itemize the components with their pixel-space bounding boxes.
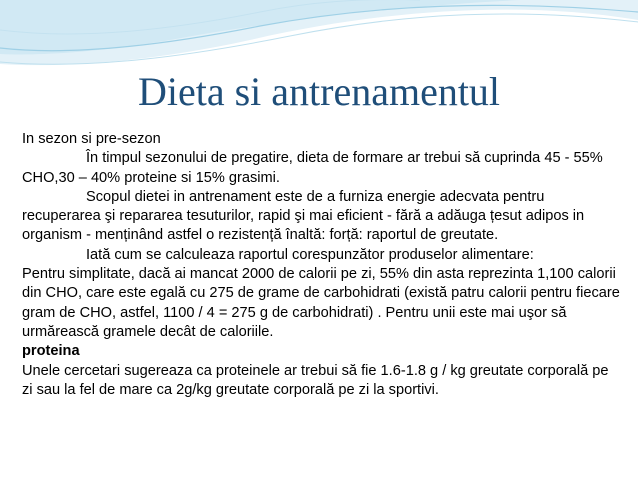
paragraph-calculation-intro: Iată cum se calculeaza raportul corespunzător produselor alimentare: [86, 246, 534, 263]
slide-body [22, 130, 620, 400]
paragraph-calculation-example: Pentru simplitate, dacă ai mancat 2000 de calorii pe zi, 55% din asta reprezinta 1,100 calorii din CHO, care este egală cu 275 de grame de carbohidrati (există patru calorii pentru fiecare gram de CHO, astfel, 1100 / 4 = 275 g de carbohidrati) . Pentru unii este mai uşor să urmărească gramele decât de caloriile. [22, 266, 620, 340]
paragraph-diet-purpose: Scopul dietei in antrenament este de a furniza energie adecvata pentru recuperarea şi repararea tesuturilor, rapid şi mai eficient - fără a adăuga țesut adipos in organism - menținând astfel o rezistență înaltă: forță: raportul de greutate. [22, 188, 585, 244]
paragraph-protein: Unele cercetari sugereaza ca proteinele ar trebui să fie 1.6-1.8 g / kg greutate corporală pe zi sau la fel de mare ca 2g/kg greutate corporală pe zi la sportivi. [22, 362, 609, 398]
paragraph-diet-composition: În timpul sezonului de pregatire, dieta de formare ar trebui să cuprinda 45 - 55% CHO,30 – 40% proteine si 15% grasimi. [22, 150, 603, 186]
section-heading-protein: proteina [22, 343, 80, 360]
paragraph-season: In sezon si pre-sezon [22, 131, 161, 147]
slide-title: Dieta si antrenamentul [137, 69, 501, 114]
